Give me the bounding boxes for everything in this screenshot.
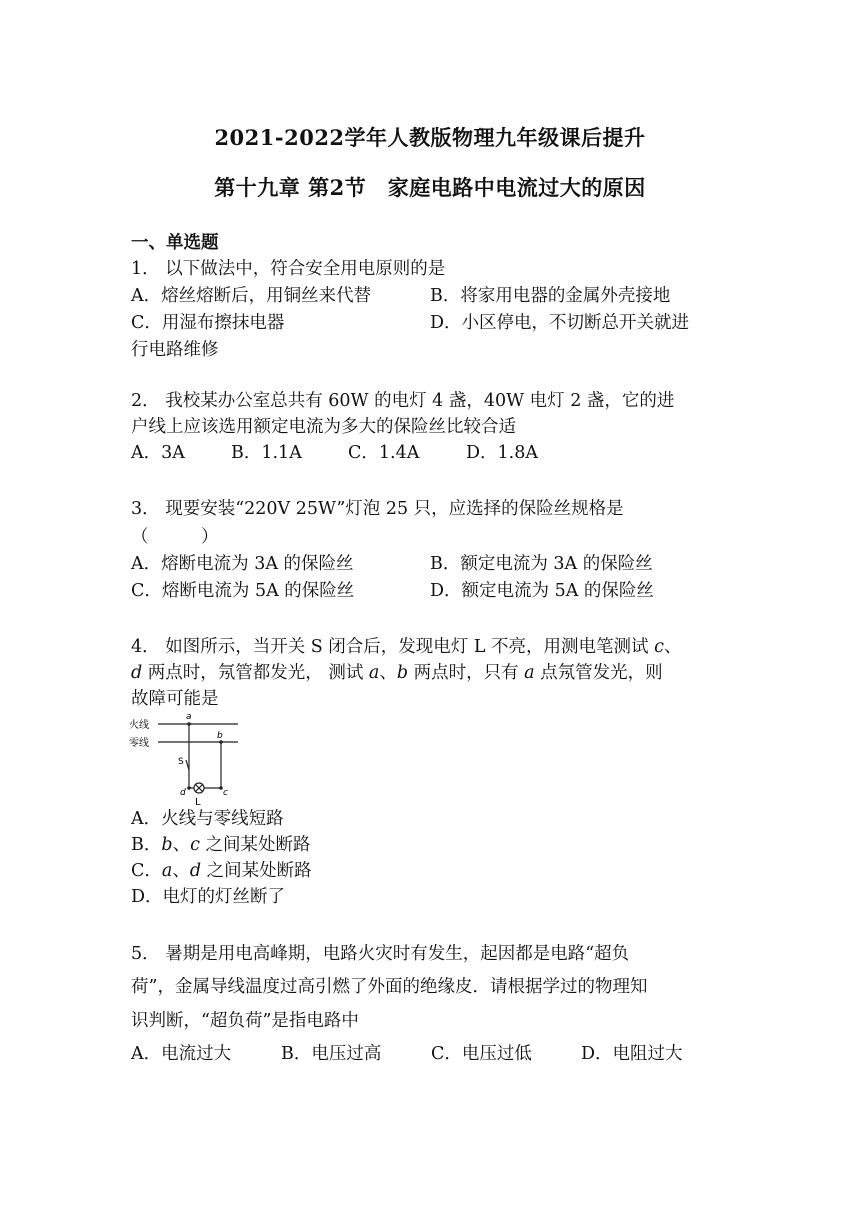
q4-stem-text: 两点时，氖管都发光， 测试	[142, 663, 369, 683]
q2-option-a: A．3A	[131, 443, 185, 463]
q5-stem-line2: 荷”，金属导线温度过高引燃了外面的绝缘皮．请根据学过的物理知	[131, 977, 648, 997]
q3-option-b: B．额定电流为 3A 的保险丝	[430, 554, 653, 574]
q4-stem-line2	[131, 662, 663, 684]
q2-option-b: B．1.1A	[231, 443, 302, 463]
section-heading: 一、单选题	[131, 233, 219, 253]
q4-option-c-var2: d	[189, 861, 202, 881]
live-label: 火线	[129, 720, 149, 731]
q1-option-d: D．小区停电，不切断总开关就进	[430, 313, 690, 333]
q1-option-a: A．熔丝熔断后，用铜丝来代替	[131, 286, 372, 306]
q2-option-c: C．1.4A	[348, 443, 420, 463]
q4-point-a: a	[368, 663, 380, 683]
q4-option-c	[131, 860, 312, 882]
q4-stem-text: 两点时，只有	[408, 663, 525, 683]
q4-option-a: A．火线与零线短路	[131, 809, 284, 829]
q3-option-d: D．额定电流为 5A 的保险丝	[430, 581, 654, 601]
q4-stem-line1	[131, 636, 681, 658]
q4-stem-text: 4． 如图所示，当开关 S 闭合后，发现电灯 L 不亮，用测电笔测试	[131, 637, 655, 657]
q4-option-b-text: 之间某处断路	[199, 835, 311, 855]
q4-option-d: D．电灯的灯丝断了	[131, 887, 286, 907]
q4-point-b: b	[396, 663, 409, 683]
q3-option-c: C．熔断电流为 5A 的保险丝	[131, 581, 355, 601]
q5-option-b: B．电压过高	[281, 1044, 382, 1064]
q4-option-b-sep: 、	[172, 835, 191, 855]
q4-option-b-prefix: B．	[131, 835, 162, 855]
q4-separator: 、	[663, 637, 682, 657]
q1-option-c: C．用湿布擦抹电器	[131, 313, 285, 333]
point-b-label: b	[217, 731, 223, 741]
q4-option-b-var2: c	[190, 835, 200, 855]
q4-option-c-prefix: C．	[131, 861, 162, 881]
circuit-diagram	[128, 710, 240, 810]
q4-stem-text: 点氖管发光，则	[534, 663, 663, 683]
q5-option-d: D．电阻过大	[581, 1044, 683, 1064]
neutral-label: 零线	[129, 738, 149, 749]
q3-stem-line1: 3． 现要安装“220V 25W”灯泡 25 只，应选择的保险丝规格是	[131, 499, 624, 519]
q2-option-d: D．1.8A	[466, 443, 538, 463]
q1-stem: 1． 以下做法中，符合安全用电原则的是	[131, 259, 446, 279]
q2-stem-line2: 户线上应该选用额定电流为多大的保险丝比较合适	[131, 417, 516, 437]
q4-stem-line3: 故障可能是	[131, 689, 219, 709]
q4-option-c-var1: a	[161, 861, 173, 881]
q2-stem-line1: 2． 我校某办公室总共有 60W 的电灯 4 盏，40W 电灯 2 盏，它的进	[131, 391, 675, 411]
q3-option-a: A．熔断电流为 3A 的保险丝	[131, 554, 354, 574]
q4-option-b	[131, 834, 310, 856]
q4-separator: 、	[379, 663, 397, 683]
q5-stem-line3: 识判断，“超负荷”是指电路中	[131, 1011, 359, 1031]
q5-stem-line1: 5． 暑期是用电高峰期，电路火灾时有发生，起因都是电路“超负	[131, 944, 630, 964]
chapter-subtitle: 第十九章 第2节 家庭电路中电流过大的原因	[214, 175, 646, 200]
switch-label: S	[178, 757, 184, 767]
q3-stem-line2: （ ）	[131, 527, 219, 547]
point-d-label: d	[180, 788, 186, 798]
q4-option-b-var1: b	[161, 835, 173, 855]
lamp-label: L	[195, 797, 201, 808]
q4-point-d: d	[131, 663, 143, 683]
q1-option-b: B．将家用电器的金属外壳接地	[430, 286, 671, 306]
q1-option-d-continued: 行电路维修	[131, 340, 219, 360]
q5-option-a: A．电流过大	[131, 1044, 232, 1064]
q4-option-c-text: 之间某处断路	[201, 861, 312, 881]
q4-point-c: c	[654, 637, 664, 657]
q4-point-a: a	[524, 663, 535, 683]
point-a-label: a	[186, 712, 192, 722]
point-c-label: c	[223, 788, 228, 798]
q5-option-c: C．电压过低	[431, 1044, 532, 1064]
q4-option-c-sep: 、	[172, 861, 190, 881]
document-title: 2021-2022学年人教版物理九年级课后提升	[214, 125, 646, 150]
